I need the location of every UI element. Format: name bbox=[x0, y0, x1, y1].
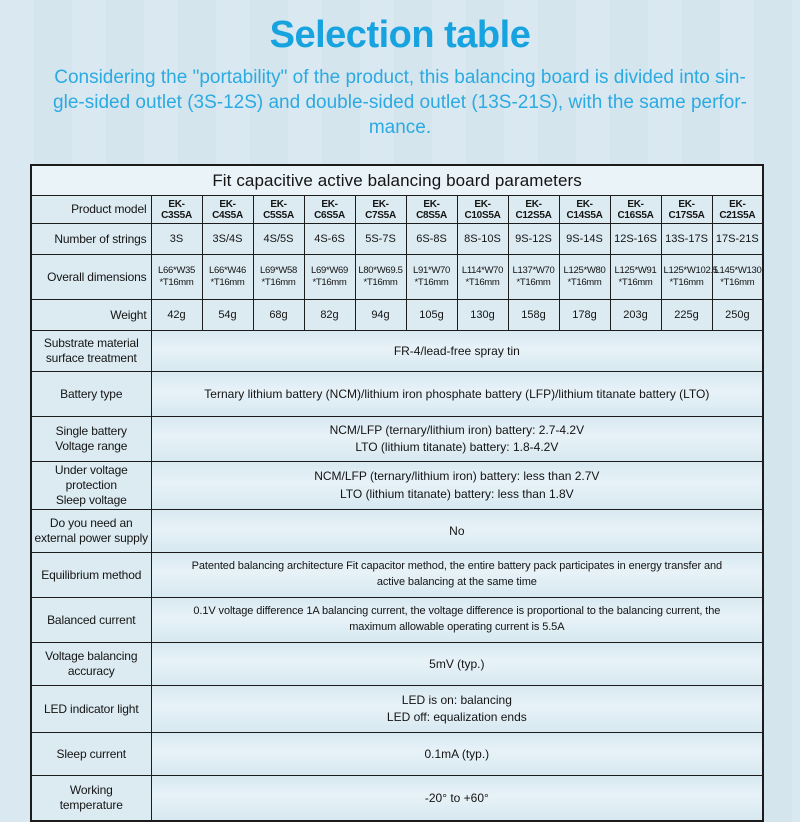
value-line: *T16mm bbox=[261, 277, 296, 289]
value-line: L66*W35 bbox=[158, 264, 195, 276]
weight-value-3: 82g bbox=[304, 300, 355, 331]
dimensions-value-0 bbox=[151, 255, 202, 300]
value-line: LTO (lithium titanate) battery: less than 1.8V bbox=[340, 486, 574, 501]
row-label-strings bbox=[31, 224, 151, 255]
row-external_power bbox=[31, 510, 763, 553]
strings-value-10: 13S-17S bbox=[661, 224, 712, 255]
value-line: No bbox=[449, 523, 465, 538]
value-line: LED is on: balancing bbox=[401, 692, 512, 707]
strings-value-2: 4S/5S bbox=[253, 224, 304, 255]
model-value-9: EK-C16S5A bbox=[610, 196, 661, 224]
row-accuracy bbox=[31, 643, 763, 686]
value-line: *T16mm bbox=[210, 277, 245, 289]
dimensions-value-3 bbox=[304, 255, 355, 300]
row-substrate bbox=[31, 331, 763, 372]
value-line: *T16mm bbox=[618, 277, 653, 289]
label-line: Battery type bbox=[60, 386, 123, 401]
row-label-balanced_current bbox=[31, 598, 151, 643]
row-under_voltage bbox=[31, 462, 763, 510]
value-line: *T16mm bbox=[720, 277, 755, 289]
row-balanced_current bbox=[31, 598, 763, 643]
page-subtitle bbox=[0, 65, 800, 140]
substrate-value bbox=[151, 331, 763, 372]
label-line: Substrate material bbox=[43, 336, 139, 351]
row-equilibrium bbox=[31, 553, 763, 598]
label-line: Weight bbox=[110, 307, 147, 322]
row-label-sleep_current bbox=[31, 733, 151, 776]
weight-value-2: 68g bbox=[253, 300, 304, 331]
value-line: L125*W80 bbox=[563, 264, 606, 276]
dimensions-value-2 bbox=[253, 255, 304, 300]
row-sleep_current bbox=[31, 733, 763, 776]
value-line: L145*W130 bbox=[714, 264, 762, 276]
row-label-led bbox=[31, 686, 151, 733]
page-title: Selection table bbox=[269, 14, 531, 56]
weight-value-1: 54g bbox=[202, 300, 253, 331]
strings-value-0: 3S bbox=[151, 224, 202, 255]
label-line: Working bbox=[69, 783, 113, 798]
dimensions-value-1 bbox=[202, 255, 253, 300]
value-line: LED off: equalization ends bbox=[386, 710, 527, 725]
row-battery bbox=[31, 372, 763, 417]
value-line: L80*W69.5 bbox=[358, 264, 403, 276]
row-label-external_power bbox=[31, 510, 151, 553]
value-line: active balancing at the same time bbox=[376, 576, 537, 589]
row-label-voltage_range bbox=[31, 417, 151, 462]
label-line: accuracy bbox=[67, 664, 115, 679]
weight-value-11: 250g bbox=[712, 300, 763, 331]
value-line: LTO (lithium titanate) battery: 1.8-4.2V bbox=[355, 440, 559, 455]
row-header bbox=[31, 165, 763, 196]
row-led bbox=[31, 686, 763, 733]
strings-value-4: 5S-7S bbox=[355, 224, 406, 255]
row-dimensions bbox=[31, 255, 763, 300]
value-line: *T16mm bbox=[567, 277, 602, 289]
dimensions-value-4 bbox=[355, 255, 406, 300]
working_temp-value bbox=[151, 776, 763, 822]
page bbox=[0, 14, 800, 814]
subtitle-line: mance. bbox=[368, 117, 432, 139]
value-line: L114*W70 bbox=[461, 264, 504, 276]
under_voltage-value bbox=[151, 462, 763, 510]
label-line: Under voltage bbox=[54, 463, 128, 478]
balanced_current-value bbox=[151, 598, 763, 643]
model-value-3: EK-C6S5A bbox=[304, 196, 355, 224]
label-line: temperature bbox=[59, 798, 123, 813]
label-line: Do you need an bbox=[49, 516, 133, 531]
value-line: L137*W70 bbox=[512, 264, 555, 276]
accuracy-value bbox=[151, 643, 763, 686]
strings-value-1: 3S/4S bbox=[202, 224, 253, 255]
model-value-8: EK-C14S5A bbox=[559, 196, 610, 224]
row-label-accuracy bbox=[31, 643, 151, 686]
model-value-6: EK-C10S5A bbox=[457, 196, 508, 224]
value-line: L125*W91 bbox=[614, 264, 657, 276]
external_power-value bbox=[151, 510, 763, 553]
value-line: L125*W102.5 bbox=[663, 264, 718, 276]
voltage_range-value bbox=[151, 417, 763, 462]
row-weight bbox=[31, 300, 763, 331]
strings-value-7: 9S-12S bbox=[508, 224, 559, 255]
value-line: L91*W70 bbox=[413, 264, 450, 276]
subtitle-line: Considering the "portability" of the product, this balancing board is divided into sin- bbox=[54, 67, 746, 88]
parameters-table bbox=[30, 164, 764, 822]
strings-value-8: 9S-14S bbox=[559, 224, 610, 255]
dimensions-value-9 bbox=[610, 255, 661, 300]
row-label-weight bbox=[31, 300, 151, 331]
value-line: Patented balancing architecture Fit capacitor method, the entire battery pack participates in energy transfer and bbox=[191, 560, 723, 573]
value-line: FR-4/lead-free spray tin bbox=[393, 343, 520, 358]
row-label-battery bbox=[31, 372, 151, 417]
row-label-model bbox=[31, 196, 151, 224]
label-line: Product model bbox=[71, 202, 147, 217]
weight-value-0: 42g bbox=[151, 300, 202, 331]
label-line: Equilibrium method bbox=[41, 567, 142, 582]
table-title: Fit capacitive active balancing board parameters bbox=[31, 165, 763, 196]
value-line: L69*W58 bbox=[260, 264, 297, 276]
value-line: NCM/LFP (ternary/lithium iron) battery: less than 2.7V bbox=[314, 469, 600, 484]
dimensions-value-11 bbox=[712, 255, 763, 300]
value-line: NCM/LFP (ternary/lithium iron) battery: 2.7-4.2V bbox=[329, 422, 585, 437]
weight-value-10: 225g bbox=[661, 300, 712, 331]
dimensions-value-7 bbox=[508, 255, 559, 300]
value-line: Ternary lithium battery (NCM)/lithium iron phosphate battery (LFP)/lithium titanate battery (LTO) bbox=[204, 386, 710, 401]
row-label-working_temp bbox=[31, 776, 151, 822]
label-line: Sleep current bbox=[56, 746, 126, 761]
value-line: 0.1V voltage difference 1A balancing current, the voltage difference is proportional to the balancing current, the bbox=[193, 605, 721, 618]
label-line: Balanced current bbox=[47, 612, 136, 627]
sleep_current-value bbox=[151, 733, 763, 776]
model-value-4: EK-C7S5A bbox=[355, 196, 406, 224]
value-line: *T16mm bbox=[414, 277, 449, 289]
subtitle-line: gle-sided outlet (3S-12S) and double-sided outlet (13S-21S), with the same perfor- bbox=[53, 92, 747, 114]
dimensions-value-6 bbox=[457, 255, 508, 300]
value-line: *T16mm bbox=[669, 277, 704, 289]
label-line: Single battery bbox=[55, 424, 127, 439]
dimensions-value-10 bbox=[661, 255, 718, 300]
label-line: protection bbox=[65, 478, 117, 493]
model-value-5: EK-C8S5A bbox=[406, 196, 457, 224]
model-value-0: EK-C3S5A bbox=[151, 196, 202, 224]
row-voltage_range bbox=[31, 417, 763, 462]
label-line: Voltage range bbox=[55, 439, 128, 454]
value-line: *T16mm bbox=[159, 277, 194, 289]
strings-value-6: 8S-10S bbox=[457, 224, 508, 255]
weight-value-8: 178g bbox=[559, 300, 610, 331]
strings-value-11: 17S-21S bbox=[712, 224, 763, 255]
dimensions-value-8 bbox=[559, 255, 610, 300]
value-line: *T16mm bbox=[516, 277, 551, 289]
label-line: Number of strings bbox=[54, 231, 147, 246]
model-value-11: EK-C21S5A bbox=[712, 196, 763, 224]
label-line: external power supply bbox=[34, 531, 149, 546]
row-strings bbox=[31, 224, 763, 255]
dimensions-value-5 bbox=[406, 255, 457, 300]
label-line: Overall dimensions bbox=[47, 269, 147, 284]
weight-value-5: 105g bbox=[406, 300, 457, 331]
value-line: -20° to +60° bbox=[424, 790, 489, 805]
row-label-equilibrium bbox=[31, 553, 151, 598]
value-line: maximum allowable operating current is 5.5A bbox=[349, 621, 565, 634]
value-line: 0.1mA (typ.) bbox=[424, 746, 490, 761]
row-label-substrate bbox=[31, 331, 151, 372]
value-line: L66*W46 bbox=[209, 264, 246, 276]
label-line: Voltage balancing bbox=[45, 649, 138, 664]
strings-value-5: 6S-8S bbox=[406, 224, 457, 255]
battery-value bbox=[151, 372, 763, 417]
model-value-7: EK-C12S5A bbox=[508, 196, 559, 224]
model-value-10: EK-C17S5A bbox=[661, 196, 712, 224]
model-value-1: EK-C4S5A bbox=[202, 196, 253, 224]
row-label-under_voltage bbox=[31, 462, 151, 510]
label-line: LED indicator light bbox=[43, 701, 139, 716]
weight-value-6: 130g bbox=[457, 300, 508, 331]
label-line: surface treatment bbox=[45, 351, 137, 366]
equilibrium-value bbox=[151, 553, 763, 598]
strings-value-9: 12S-16S bbox=[610, 224, 661, 255]
value-line: *T16mm bbox=[312, 277, 347, 289]
model-value-2: EK-C5S5A bbox=[253, 196, 304, 224]
strings-value-3: 4S-6S bbox=[304, 224, 355, 255]
weight-value-7: 158g bbox=[508, 300, 559, 331]
weight-value-4: 94g bbox=[355, 300, 406, 331]
label-line: Sleep voltage bbox=[55, 493, 127, 508]
row-working_temp bbox=[31, 776, 763, 822]
row-model bbox=[31, 196, 763, 224]
led-value bbox=[151, 686, 763, 733]
value-line: 5mV (typ.) bbox=[429, 656, 485, 671]
row-label-dimensions bbox=[31, 255, 151, 300]
weight-value-9: 203g bbox=[610, 300, 661, 331]
value-line: *T16mm bbox=[363, 277, 398, 289]
value-line: *T16mm bbox=[465, 277, 500, 289]
value-line: L69*W69 bbox=[311, 264, 348, 276]
